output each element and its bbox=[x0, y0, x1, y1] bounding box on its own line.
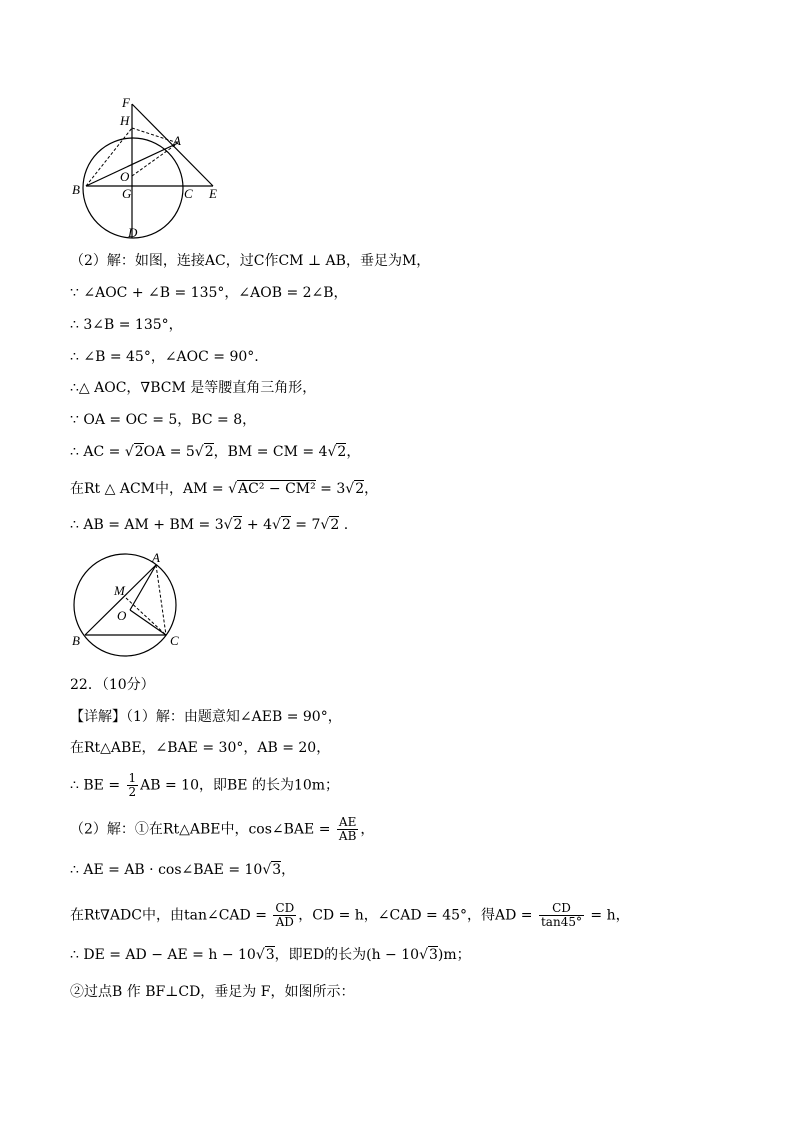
label-f: F bbox=[122, 95, 130, 110]
line-oc bbox=[130, 610, 166, 635]
line-8: 在Rt △ ACM中，AM = √AC² − CM² = 3√2， bbox=[70, 481, 379, 497]
label-g: G bbox=[122, 186, 132, 201]
label-e: E bbox=[209, 186, 217, 201]
line-9: ∴ AB = AM + BM = 3√2 + 4√2 = 7√2 . bbox=[70, 517, 349, 533]
label-h: H bbox=[120, 113, 130, 128]
line-7: ∴ AC = √2OA = 5√2，BM = CM = 4√2， bbox=[70, 444, 361, 460]
line-13: ∴ BE = $\frac{1}{2}$ AB = 10，即BE 的长为10m； bbox=[70, 771, 340, 799]
line-oa bbox=[132, 143, 178, 176]
line-4: ∴ ∠B = 45°，∠AOC = 90°. bbox=[70, 349, 259, 365]
label-o: O bbox=[120, 169, 130, 184]
geometry-figure-1 bbox=[60, 92, 240, 242]
line-1: （2）解：如图，连接AC，过C作CM ⊥ AB，垂足为M， bbox=[70, 253, 431, 269]
line-cm bbox=[126, 598, 166, 635]
line-ha bbox=[132, 128, 178, 143]
label-c: C bbox=[184, 186, 193, 201]
label-c-2: C bbox=[170, 633, 179, 648]
line-3: ∴ 3∠B = 135°， bbox=[70, 317, 183, 333]
line-ba-2 bbox=[85, 565, 156, 635]
line-2: ∵ ∠AOC + ∠B = 135°，∠AOB = 2∠B， bbox=[70, 285, 348, 301]
line-11: 【详解】（1）解：由题意知∠AEB = 90°， bbox=[70, 709, 342, 725]
line-16: 在Rt∇ADC中，由tan∠CAD = $\frac{CD}{AD}$ ，CD = h，∠CAD = 45°，得AD = $\frac{CD}{\tan 45^\circ}$ = h， bbox=[70, 901, 630, 929]
line-6: ∵ OA = OC = 5，BC = 8， bbox=[70, 412, 257, 428]
label-d: D bbox=[128, 225, 138, 240]
circle-o-2 bbox=[74, 554, 176, 656]
label-a-2: A bbox=[152, 550, 160, 565]
geometry-figure-2 bbox=[60, 548, 200, 658]
label-a: A bbox=[173, 133, 181, 148]
label-m: M bbox=[114, 583, 125, 598]
line-5: ∴△ AOC，∇BCM 是等腰直角三角形， bbox=[70, 380, 317, 396]
label-b: B bbox=[72, 182, 80, 197]
line-14: （2）解：①在Rt△ABE中，cos∠BAE = $\frac{AE}{AB}$ ， bbox=[70, 815, 375, 843]
line-17: ∴ DE = AD − AE = h − 10√3，即ED的长为(h − 10√3)m； bbox=[70, 947, 471, 963]
label-o-2: O bbox=[117, 608, 127, 623]
line-12: 在Rt△ABE，∠BAE = 30°，AB = 20， bbox=[70, 740, 331, 756]
circle-o bbox=[83, 138, 183, 238]
line-15: ∴ AE = AB · cos∠BAE = 10√3， bbox=[70, 862, 296, 878]
line-18: ②过点B 作 BF⊥CD，垂足为 F，如图所示： bbox=[70, 984, 355, 1000]
label-b-2: B bbox=[72, 633, 80, 648]
line-10: 22．（10分） bbox=[70, 677, 155, 693]
line-ac bbox=[156, 565, 166, 635]
